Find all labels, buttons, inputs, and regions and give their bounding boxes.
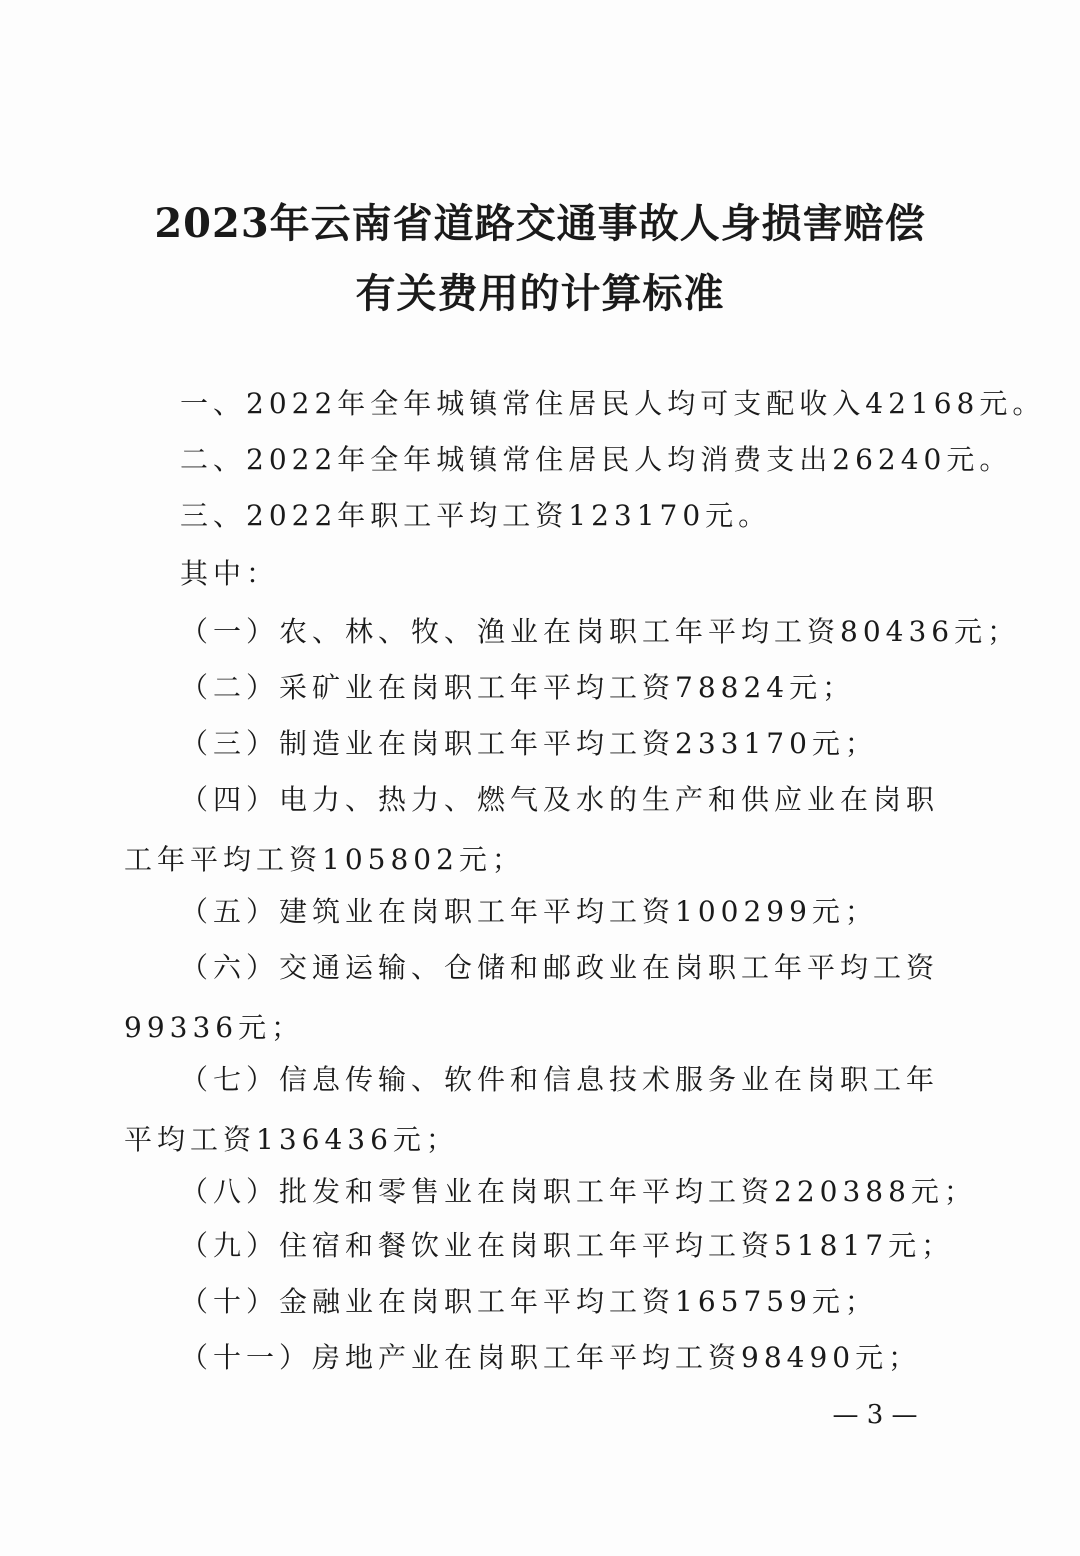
- paragraph-disposable-income: 一、2022年全年城镇常住居民人均可支配收入42168元。: [180, 387, 1046, 420]
- list-item-construction: （五）建筑业在岗职工年平均工资100299元；: [180, 895, 878, 928]
- paragraph-consumption-expenditure: 二、2022年全年城镇常住居民人均消费支出26240元。: [180, 443, 1013, 476]
- list-item-real-estate: （十一）房地产业在岗职工年平均工资98490元；: [180, 1341, 922, 1374]
- list-item-information-technology: （七）信息传输、软件和信息技术服务业在岗职工年平均工资136436元；: [124, 1063, 940, 1156]
- list-item-transport: （六）交通运输、仓储和邮政业在岗职工年平均工资99336元；: [124, 951, 940, 1044]
- list-item-accommodation-catering: （九）住宿和餐饮业在岗职工年平均工资51817元；: [180, 1229, 955, 1262]
- list-item-mining: （二）采矿业在岗职工年平均工资78824元；: [180, 671, 856, 704]
- list-item-utilities: （四）电力、热力、燃气及水的生产和供应业在岗职工年平均工资105802元；: [124, 783, 940, 876]
- paragraph-average-wage: 三、2022年职工平均工资123170元。: [180, 499, 772, 532]
- page-number: — 3 —: [832, 1400, 918, 1430]
- list-item-manufacturing: （三）制造业在岗职工年平均工资233170元；: [180, 727, 878, 760]
- list-item-finance: （十）金融业在岗职工年平均工资165759元；: [180, 1285, 878, 1318]
- list-item-agriculture: （一）农、林、牧、渔业在岗职工年平均工资80436元；: [180, 615, 1021, 648]
- paragraph-among-them: 其中：: [180, 557, 280, 590]
- document-title-line-1: 2023年云南省道路交通事故人身损害赔偿: [154, 200, 926, 247]
- list-item-wholesale-retail: （八）批发和零售业在岗职工年平均工资220388元；: [180, 1175, 977, 1208]
- document-title-line-2: 有关费用的计算标准: [355, 270, 725, 317]
